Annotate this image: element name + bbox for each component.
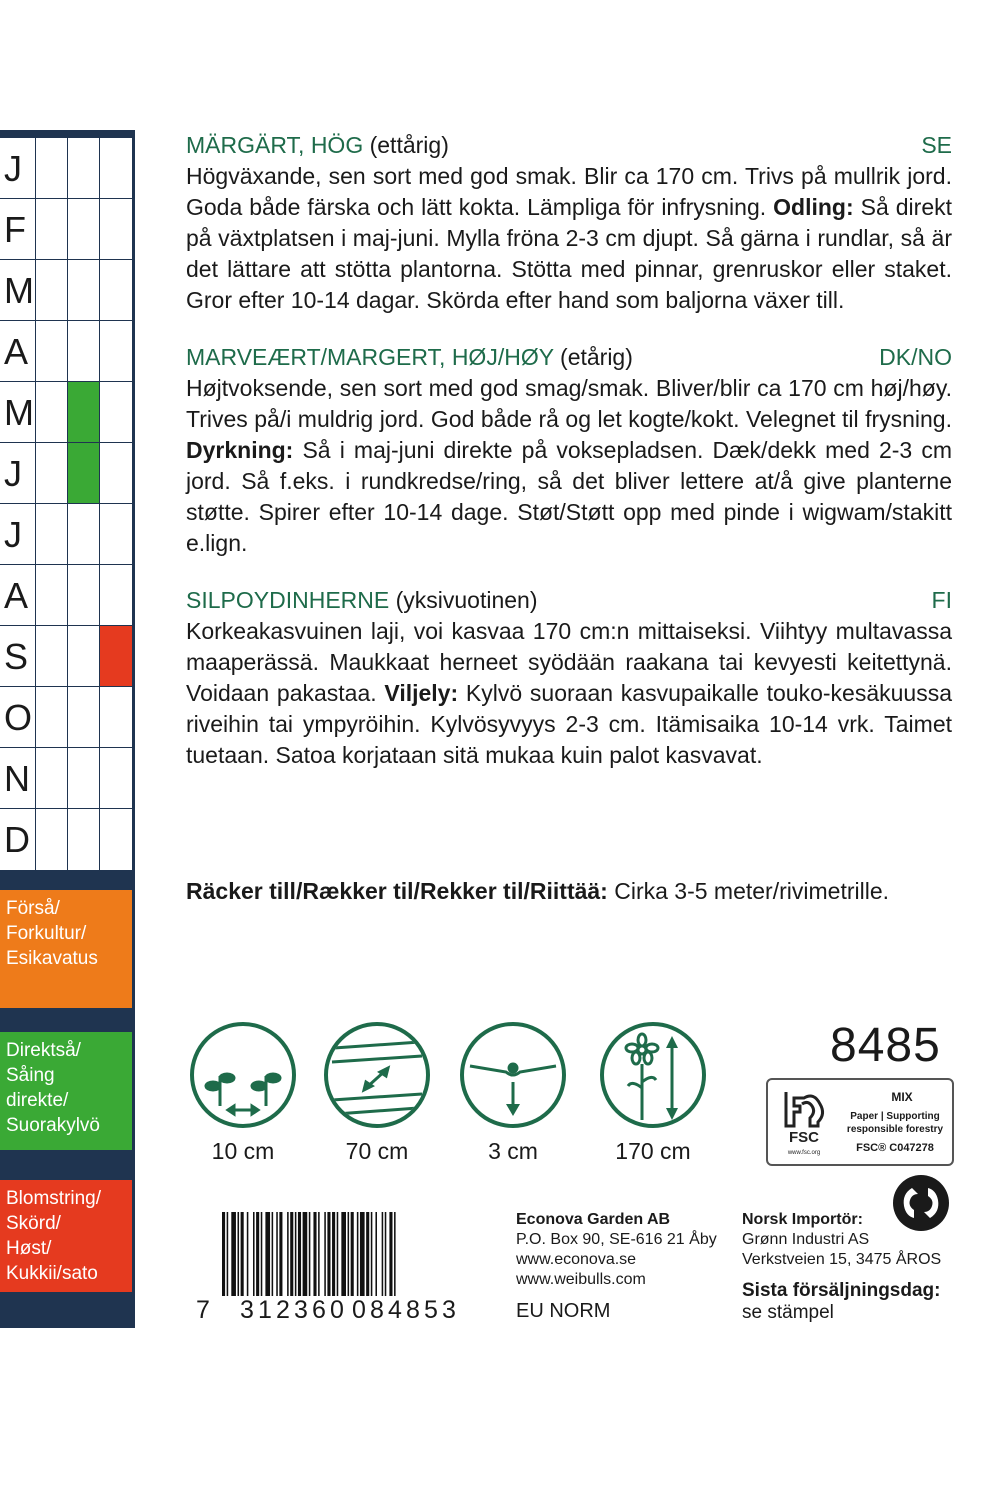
section-body: Korkeakasvuinen laji, voi kasvaa 170 cm:n mittaiseksi. Viihtyy multavassa maaperässä. Maukkaat herneet syödään raakana tai kevyesti keitettynä. Voidaan pakastaa. Viljely: Kylvö suoraan kasvupaikalle touko-kesäkuussa riveihin tai ympyröihin. Kylvösyvyys 2-3 cm. Itämisaika 10-14 vrk. Taimet tuetaan. Satoa korjataan sitä mukaa kuin palot kasvavat.: [186, 618, 952, 768]
barcode-digit: 4: [388, 1296, 405, 1324]
plant-height: [598, 1022, 708, 1165]
barcode-bar: [324, 1212, 326, 1296]
barcode-bar: [227, 1212, 229, 1296]
calendar-cell: [36, 504, 68, 564]
company-web-1: www.econova.se: [516, 1251, 637, 1268]
section-title: MARVEÆRT/MARGERT, HØJ/HØY (etårig): [186, 344, 633, 370]
fsc-mix: MIX: [891, 1090, 913, 1104]
calendar-cell-harvest: [100, 626, 132, 686]
barcode-bar: [287, 1212, 289, 1296]
sell-by-label: Sista försäljningsdag:: [742, 1280, 941, 1301]
barcode-digit: 5: [424, 1296, 441, 1324]
importer-address: [742, 1210, 941, 1270]
calendar-cell: [68, 260, 100, 320]
barcode-bar: [313, 1212, 316, 1296]
section-fi: [186, 585, 952, 771]
barcode-digit: 0: [352, 1296, 369, 1324]
barcode-digit: 7: [196, 1296, 213, 1324]
calendar-cell: [100, 809, 132, 870]
svg-text:www.fsc.org: www.fsc.org: [787, 1150, 821, 1156]
barcode-bar: [261, 1212, 263, 1296]
yield-info: Räcker till/Rækker til/Rekker til/Riittää: Cirka 3-5 meter/rivimetrille.: [186, 878, 889, 904]
barcode-bar: [351, 1212, 354, 1296]
sowing-calendar: [0, 138, 132, 870]
calendar-cell: [36, 199, 68, 259]
section-title: SILPOYDINHERNE (yksivuotinen): [186, 587, 538, 613]
barcode-digit: 3: [294, 1296, 311, 1324]
month-letter: J: [0, 504, 36, 564]
calendar-cell: [36, 260, 68, 320]
month-letter: J: [0, 443, 36, 503]
calendar-cell: [36, 809, 68, 870]
section-body: Højtvoksende, sen sort med god smag/smak. Bliver/blir ca 170 cm høj/høy. Trives på/i muldrig jord. God både rå og let kogte/kokt. Velegnet til frysning. Dyrkning: Så i maj-juni direkte på voksepladsen. Dæk/dekk med 2-3 cm jord. Så f.eks. i rundkredse/ring, så det bliver lettere at/å give planterne støtte. Spirer efter 10-14 dage. Støt/Støtt opp med pinde i wigwam/stakitt e.lign.: [186, 375, 952, 556]
row-spacing-icon: [324, 1022, 430, 1128]
legend-bloom-harvest: Blomstring/ Skörd/ Høst/ Kukkii/sato: [0, 1180, 132, 1292]
barcode-digit: 6: [312, 1296, 329, 1324]
plant-height-label: 170 cm: [615, 1138, 691, 1164]
barcode-bar: [382, 1212, 384, 1296]
barcode-digit: 2: [276, 1296, 293, 1324]
svg-text:FSC: FSC: [789, 1129, 819, 1146]
calendar-cell: [68, 809, 100, 870]
fsc-label: [766, 1078, 954, 1166]
barcode-digit: 3: [442, 1296, 459, 1324]
calendar-month-row: [0, 382, 132, 443]
row-spacing-label: 70 cm: [345, 1138, 409, 1164]
calendar-month-row: [0, 504, 132, 565]
calendar-cell: [100, 565, 132, 625]
barcode-bar: [295, 1212, 297, 1296]
sell-by-value: se stämpel: [742, 1302, 834, 1323]
calendar-month-row: [0, 260, 132, 321]
barcode-bar: [272, 1212, 274, 1296]
plant-height-icon: [600, 1022, 706, 1128]
calendar-cell: [68, 626, 100, 686]
calendar-month-row: [0, 138, 132, 199]
barcode-bar: [247, 1212, 249, 1296]
barcode-bar: [276, 1212, 278, 1296]
calendar-cell: [100, 748, 132, 808]
calendar-cell: [68, 504, 100, 564]
calendar-cell: [100, 321, 132, 381]
barcode-bar: [327, 1212, 330, 1296]
importer-label: Norsk Importör:: [742, 1211, 863, 1228]
article-number: 8485: [830, 1019, 941, 1072]
sowing-depth-label: 3 cm: [488, 1138, 538, 1164]
barcode-bar: [241, 1212, 244, 1296]
barcode-bar: [385, 1212, 387, 1296]
month-letter: S: [0, 626, 36, 686]
barcode-digit: 3: [240, 1296, 257, 1324]
barcode-digit: 8: [370, 1296, 387, 1324]
barcode-bar: [298, 1212, 301, 1296]
calendar-cell-direct-sow: [68, 443, 100, 503]
calendar-month-row: [0, 199, 132, 260]
calendar-month-row: [0, 809, 132, 870]
calendar-month-row: [0, 565, 132, 626]
company-postal: P.O. Box 90, SE-616 21 Åby: [516, 1231, 717, 1248]
month-letter: M: [0, 260, 36, 320]
barcode-bar: [394, 1212, 396, 1296]
barcode-bar: [371, 1212, 373, 1296]
product-text: [186, 130, 952, 797]
calendar-cell: [68, 199, 100, 259]
barcode-digit: 1: [258, 1296, 275, 1324]
calendar-month-row: [0, 443, 132, 504]
barcode-bar: [337, 1212, 339, 1296]
barcode-bar: [290, 1212, 293, 1296]
calendar-month-row: [0, 321, 132, 382]
calendar-cell: [68, 687, 100, 747]
month-letter: A: [0, 321, 36, 381]
plant-spacing-icon: [190, 1022, 296, 1128]
calendar-cell: [36, 138, 68, 198]
month-letter: F: [0, 199, 36, 259]
plant-spacing: [188, 1022, 298, 1165]
barcode-bar: [265, 1212, 270, 1296]
calendar-cell-direct-sow: [68, 382, 100, 442]
month-letter: N: [0, 748, 36, 808]
calendar-month-row: [0, 687, 132, 748]
barcode-bar: [332, 1212, 335, 1296]
barcode-bar: [222, 1212, 225, 1296]
barcode-bar: [348, 1212, 350, 1296]
barcode-bar: [253, 1212, 255, 1296]
section-title: MÄRGÄRT, HÖG (ettårig): [186, 132, 449, 158]
barcode-bar: [303, 1212, 308, 1296]
calendar-cell: [36, 382, 68, 442]
calendar-cell: [36, 748, 68, 808]
month-letter: D: [0, 809, 36, 870]
language-code: SE: [921, 132, 952, 158]
month-letter: A: [0, 565, 36, 625]
company-name: Econova Garden AB: [516, 1211, 671, 1228]
barcode-bar: [231, 1212, 236, 1296]
fsc-code: FSC® C047278: [856, 1142, 934, 1154]
sowing-depth: [458, 1022, 568, 1165]
sowing-depth-icon: [460, 1022, 566, 1128]
section-se: [186, 130, 952, 316]
calendar-cell: [36, 687, 68, 747]
calendar-cell: [68, 321, 100, 381]
fsc-tree-icon: [774, 1086, 834, 1160]
barcode-bar: [366, 1212, 369, 1296]
barcode-bar: [360, 1212, 365, 1296]
calendar-cell: [68, 565, 100, 625]
calendar-cell: [68, 748, 100, 808]
language-code: FI: [931, 587, 952, 613]
row-spacing: [322, 1022, 432, 1165]
barcode-bar: [279, 1212, 282, 1296]
calendar-cell: [100, 260, 132, 320]
calendar-cell: [36, 626, 68, 686]
section-body: Högväxande, sen sort med god smak. Blir ca 170 cm. Trivs på mullrik jord. Goda både färska och lätt kokta. Lämpliga för infrysning. Odling: Så direkt på växtplatsen i maj-juni. Mylla fröna 2-3 cm djupt. Så gärna i rundlar, så är det lättare att stötta plantorna. Stötta med pinnar, grenruskor eller staket. Gror efter 10-14 dagar. Skörda efter hand som baljorna växer till.: [186, 163, 953, 313]
importer-street: Verkstveien 15, 3475 ÅROS: [742, 1251, 942, 1268]
plant-spacing-label: 10 cm: [211, 1138, 275, 1164]
calendar-cell: [100, 199, 132, 259]
fsc-paper-text: Paper | Supporting responsible forestry: [846, 1111, 944, 1135]
legend-direct-sow: Direktså/ Såing direkte/ Suorakylvö: [0, 1032, 132, 1150]
month-letter: M: [0, 382, 36, 442]
barcode-digit: 8: [406, 1296, 423, 1324]
calendar-cell: [100, 138, 132, 198]
calendar-cell: [100, 443, 132, 503]
month-letter: J: [0, 138, 36, 198]
calendar-cell: [100, 687, 132, 747]
section-dk-no: [186, 342, 952, 559]
company-address: [516, 1210, 717, 1290]
calendar-cell: [100, 504, 132, 564]
language-code: DK/NO: [879, 344, 952, 370]
barcode-bar: [238, 1212, 240, 1296]
barcode-bar: [309, 1212, 311, 1296]
calendar-cell: [36, 443, 68, 503]
calendar-month-row: [0, 748, 132, 809]
company-web-2: www.weibulls.com: [516, 1271, 646, 1288]
barcode-bar: [256, 1212, 259, 1296]
barcode-bar: [357, 1212, 359, 1296]
calendar-month-row: [0, 626, 132, 687]
barcode: [220, 1212, 468, 1296]
legend-presow: Förså/ Forkultur/ Esikavatus: [0, 890, 132, 1008]
calendar-cell: [36, 321, 68, 381]
month-letter: O: [0, 687, 36, 747]
calendar-cell: [100, 382, 132, 442]
sell-by: [742, 1280, 940, 1324]
eu-norm: EU NORM: [516, 1300, 611, 1322]
calendar-cell: [36, 565, 68, 625]
barcode-bar: [318, 1212, 320, 1296]
calendar-cell: [68, 138, 100, 198]
barcode-bar: [375, 1212, 377, 1296]
barcode-bar: [389, 1212, 392, 1296]
barcode-digit: 0: [330, 1296, 347, 1324]
importer-name: Grønn Industri AS: [742, 1231, 870, 1248]
barcode-bar: [341, 1212, 346, 1296]
